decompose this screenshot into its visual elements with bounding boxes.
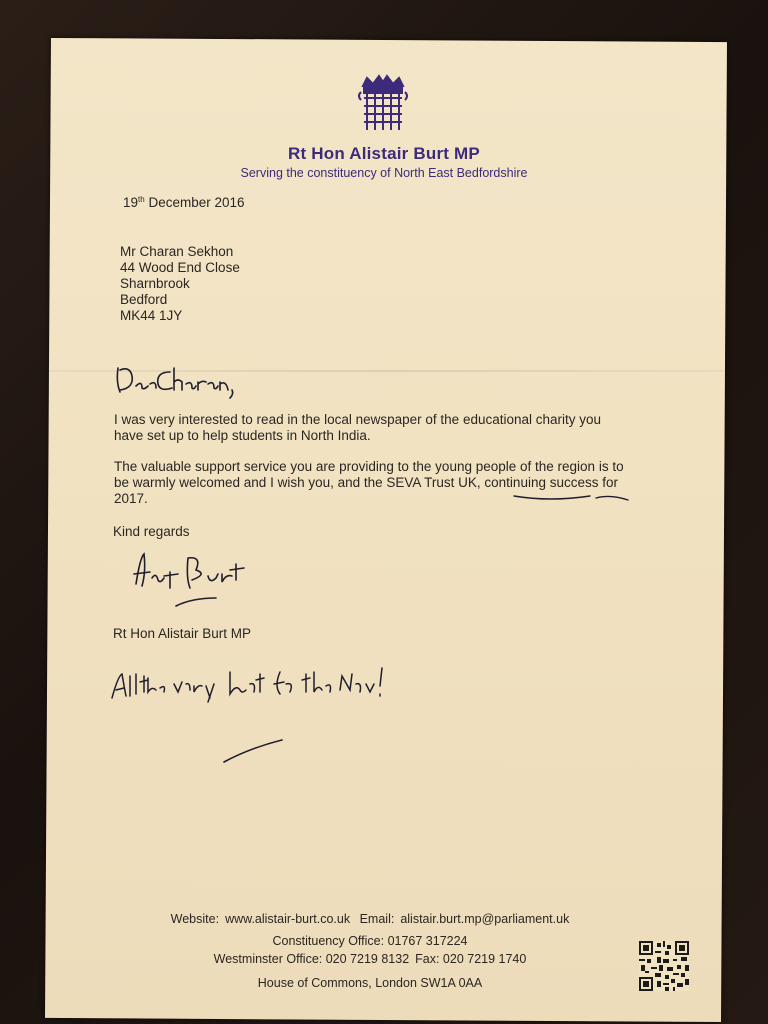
footer-address: House of Commons, London SW1A 0AA bbox=[257, 976, 483, 990]
recipient-address bbox=[120, 244, 240, 324]
handwritten-postscript bbox=[110, 662, 390, 706]
body-paragraph-2: The valuable support service you are providing to the young people of the region is to be warmly welcomed and I wish you, and the SEVA Trust UK, continuing success for 2017. bbox=[114, 459, 624, 506]
website-link[interactable]: www.alistair-burt.co.uk bbox=[225, 912, 351, 926]
email-label: Email: bbox=[359, 912, 395, 926]
address-line: Bedford bbox=[120, 292, 168, 307]
footer-web-email bbox=[0, 912, 754, 926]
date-suffix: th bbox=[138, 195, 145, 204]
date-day: 19 bbox=[123, 195, 139, 210]
handwritten-salutation bbox=[112, 360, 252, 400]
handwritten-flourish bbox=[220, 732, 290, 772]
qr-code-icon[interactable] bbox=[639, 940, 689, 992]
signature bbox=[126, 548, 256, 608]
westminster-office: Westminster Office: 020 7219 8132 bbox=[213, 952, 410, 966]
handwritten-underline bbox=[510, 490, 640, 504]
closing: Kind regards bbox=[113, 524, 190, 539]
signed-name: Rt Hon Alistair Burt MP bbox=[113, 626, 252, 641]
address-line: Sharnbrook bbox=[120, 276, 190, 291]
letterhead-name: Rt Hon Alistair Burt MP bbox=[288, 144, 480, 163]
fax-number: Fax: 020 7219 1740 bbox=[415, 952, 527, 966]
body-paragraph-1: I was very interested to read in the local newspaper of the educational charity you have set up to help students in North India. bbox=[114, 412, 602, 443]
date-rest: December 2016 bbox=[144, 195, 245, 210]
address-line: MK44 1JY bbox=[120, 308, 183, 323]
website-label: Website: bbox=[170, 912, 220, 926]
address-line: Mr Charan Sekhon bbox=[120, 244, 234, 259]
footer-constituency-office: Constituency Office: 01767 317224 bbox=[272, 934, 468, 948]
address-line: 44 Wood End Close bbox=[120, 260, 240, 275]
letter-date bbox=[123, 195, 245, 211]
email-link[interactable]: alistair.burt.mp@parliament.uk bbox=[400, 912, 570, 926]
portcullis-crest-icon bbox=[357, 72, 409, 136]
letterhead-subtitle: Serving the constituency of North East Bedfordshire bbox=[240, 166, 528, 180]
